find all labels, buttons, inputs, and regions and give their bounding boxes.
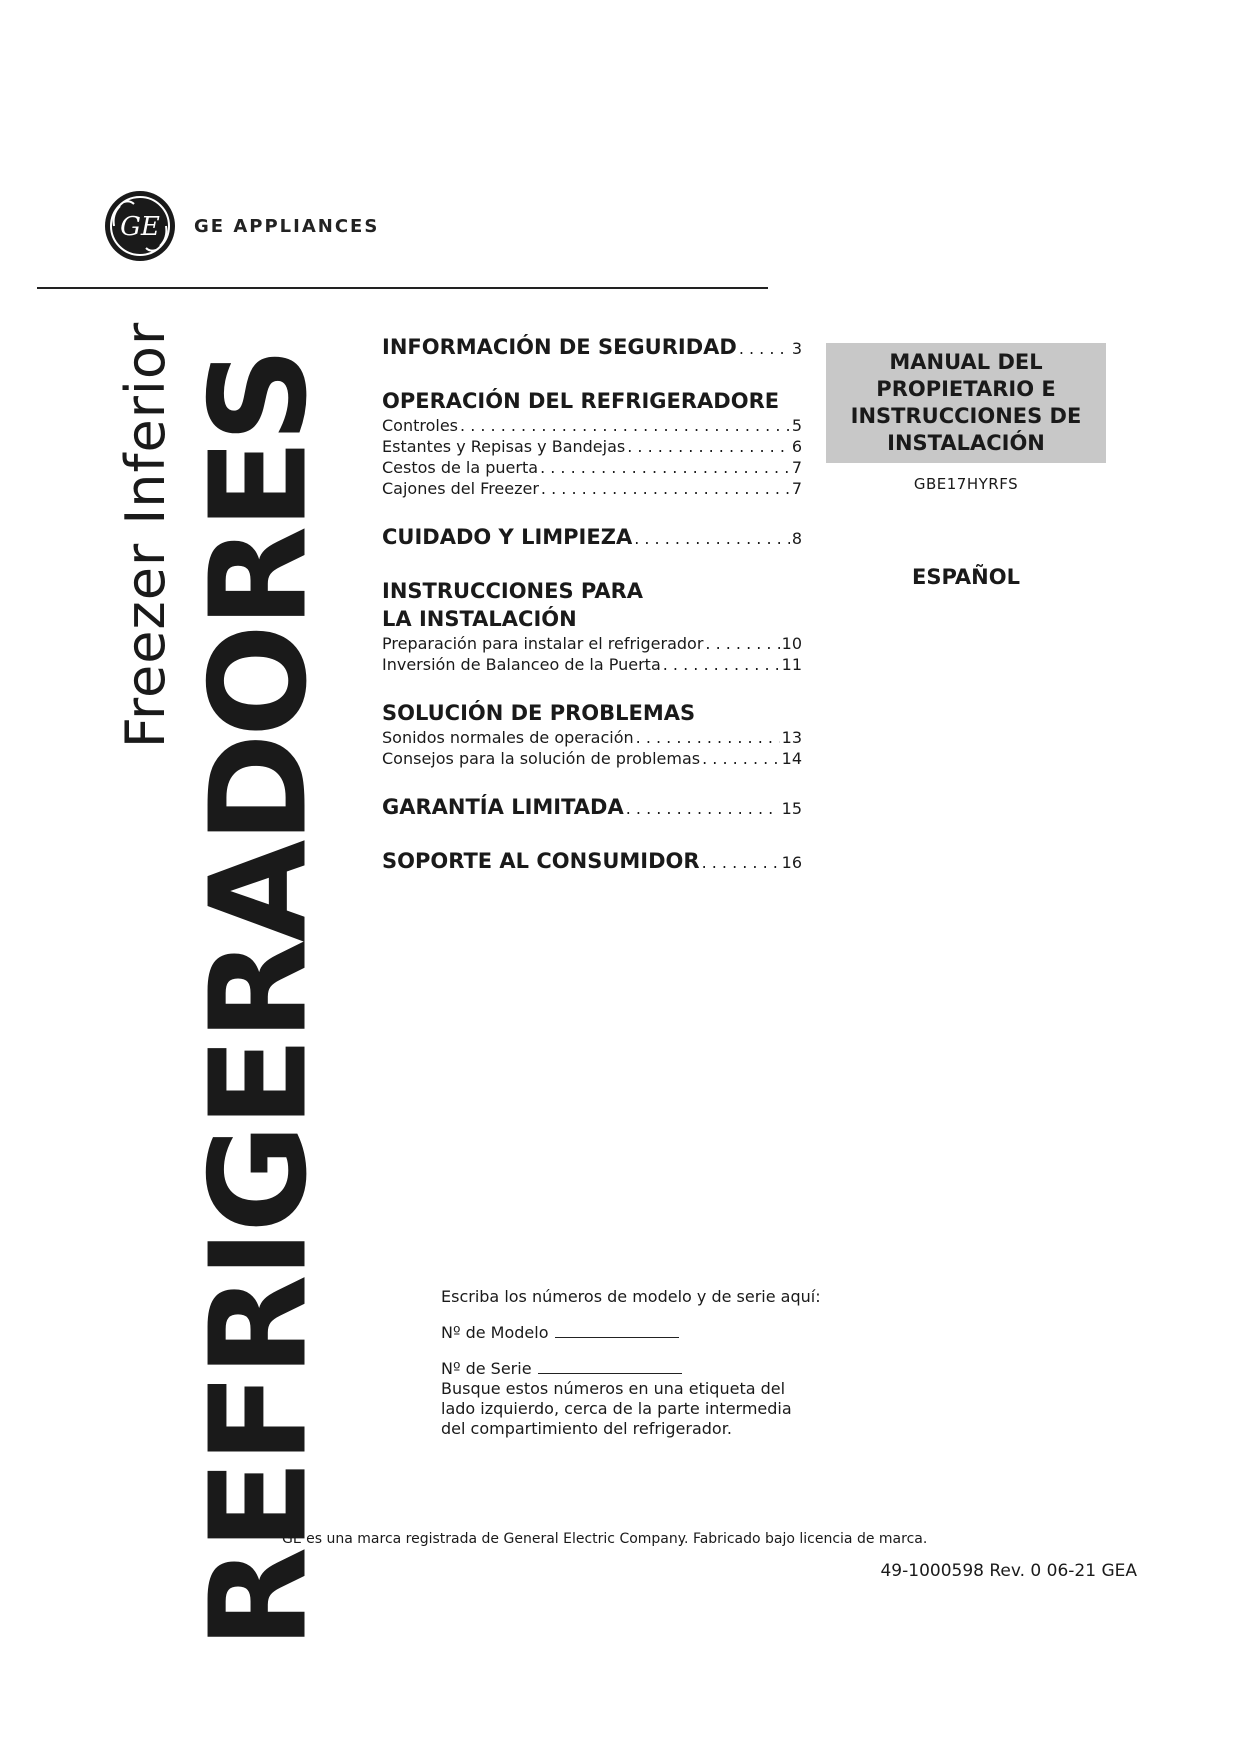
serial-write-line [538,1359,682,1374]
model-number: GBE17HYRFS [913,475,1019,493]
toc-page: 15 [781,799,802,818]
toc-heading: GARANTÍA LIMITADA [382,795,624,819]
toc-item-page: 7 [791,479,802,498]
toc-leader-dots [702,748,780,769]
ge-logo-icon [104,190,176,262]
toc-section [382,699,802,769]
toc-leader-dots [634,525,790,553]
toc-leader-dots [739,335,790,363]
toc-heading: CUIDADO Y LIMPIEZA [382,525,633,549]
toc-item-label: Sonidos normales de operación [382,728,634,747]
model-field-line [441,1323,821,1343]
toc-item [382,748,802,769]
toc-leader-dots [540,457,790,478]
language-label: ESPAÑOL [912,565,1020,589]
manual-title: MANUAL DEL PROPIETARIO E INSTRUCCIONES DE INSTALACIÓN [850,350,1082,455]
toc-heading: SOLUCIÓN DE PROBLEMAS [382,701,696,725]
toc-item [382,478,802,499]
toc-leader-dots [627,436,790,457]
toc-leader-dots [663,654,780,675]
serial-number-block [441,1287,821,1439]
header-rule [37,287,768,289]
toc-item-label: Controles [382,416,459,435]
document-number: 49-1000598 Rev. 0 06-21 GEA [880,1561,1137,1581]
toc-heading: OPERACIÓN DEL REFRIGERADORE [382,389,780,413]
toc-item [382,457,802,478]
toc-leader-dots [636,727,780,748]
toc-item [382,436,802,457]
toc-page: 3 [791,339,802,358]
table-of-contents [382,333,802,901]
toc-item-page: 10 [781,634,802,653]
toc-item-page: 5 [791,416,802,435]
toc-page: 16 [781,853,802,872]
toc-item-label: Estantes y Repisas y Bandejas [382,437,626,456]
trademark-notice: GE es una marca registrada de General Electric Company. Fabricado bajo licencia de marca. [282,1531,928,1547]
model-field-label: Nº de Modelo [441,1323,549,1342]
toc-leader-dots [460,415,790,436]
toc-item-page: 11 [781,655,802,674]
toc-heading-row [382,847,802,877]
toc-item-page: 6 [791,437,802,456]
spine-subtitle: Freezer Inferior [114,321,177,749]
toc-heading-row [382,333,802,363]
toc-item [382,727,802,748]
toc-section [382,333,802,363]
manual-title-box [826,343,1106,463]
toc-heading-line: INSTRUCCIONES PARA [382,579,644,603]
toc-item [382,415,802,436]
toc-item-label: Cajones del Freezer [382,479,539,498]
toc-section [382,387,802,499]
toc-item-label: Inversión de Balanceo de la Puerta [382,655,661,674]
toc-section [382,523,802,553]
toc-leader-dots [626,795,780,823]
toc-item-label: Consejos para la solución de problemas [382,749,701,768]
toc-heading: INFORMACIÓN DE SEGURIDAD [382,335,737,359]
serial-intro: Escriba los números de modelo y de serie aquí: [441,1287,821,1306]
serial-field-label: Nº de Serie [441,1359,532,1378]
toc-item-label: Preparación para instalar el refrigerador [382,634,704,653]
toc-section [382,577,802,675]
brand-name: GE APPLIANCES [194,215,380,237]
toc-heading: SOPORTE AL CONSUMIDOR [382,849,700,873]
toc-item-page: 13 [781,728,802,747]
toc-leader-dots [541,478,790,499]
toc-section [382,793,802,823]
toc-heading-row [382,523,802,553]
serial-field-line [441,1359,821,1379]
toc-section [382,847,802,877]
toc-leader-dots [702,849,780,877]
toc-item [382,654,802,675]
toc-heading-line: LA INSTALACIÓN [382,607,577,631]
spine-title: REFRIGERADORES [182,351,337,1649]
toc-page: 8 [791,529,802,548]
brand-logo [104,190,379,262]
ge-monogram: GE [120,212,160,242]
toc-heading-row [382,793,802,823]
toc-item [382,633,802,654]
toc-leader-dots [705,633,779,654]
serial-instructions: Busque estos números en una etiqueta del lado izquierdo, cerca de la parte intermedia del compartimiento del refrigerador. [441,1379,792,1438]
model-write-line [555,1323,679,1338]
toc-item-label: Cestos de la puerta [382,458,539,477]
toc-item-page: 14 [781,749,802,768]
toc-item-page: 7 [791,458,802,477]
